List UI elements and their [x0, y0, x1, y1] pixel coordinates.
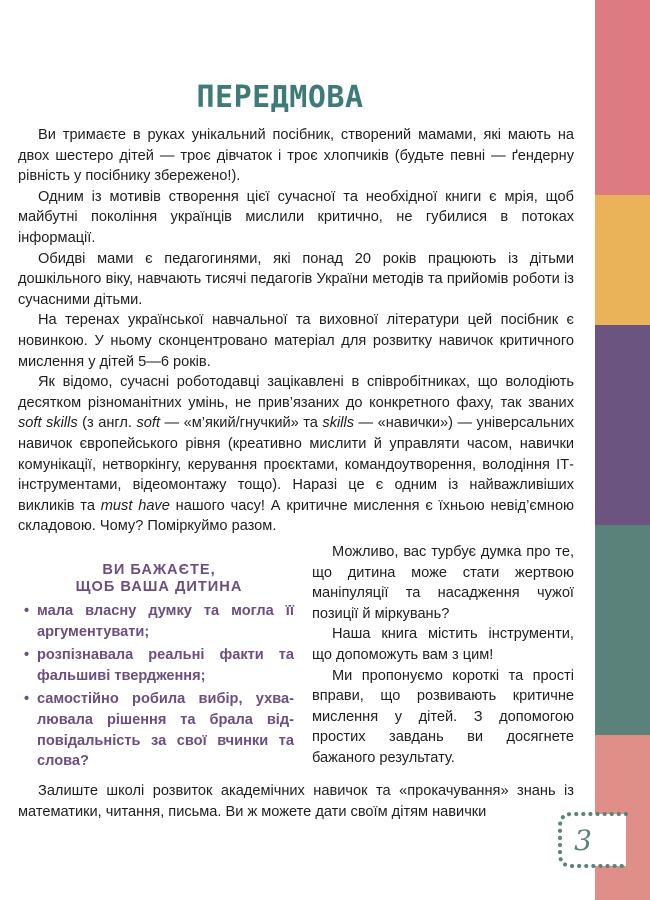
wishes-box [24, 562, 294, 775]
paragraph: Ви тримаєте в руках унікальний посібник, створений мамами, які мають на двох шестеро дітей — троє дівчаток і троє хлопчиків (будьте певні — ґендерну рівність у посібнику збережено!). [18, 127, 574, 185]
box-heading: ВИ БАЖАЄТЕ, ЩОБ ВАША ДИТИНА [75, 562, 243, 595]
paragraph: Наша книга містить інструменти, що допоможуть вам з цим! [312, 626, 574, 663]
color-stripe-bar [595, 0, 650, 900]
stripe-yellow [595, 195, 650, 325]
stripe-pink [595, 0, 650, 195]
right-column-text [312, 542, 574, 769]
stripe-purple [595, 325, 650, 525]
bullet-icon: • [24, 647, 30, 664]
term-must-have: must have [100, 497, 170, 514]
bullet-icon: • [24, 691, 30, 708]
list-item: • самостійно робила вибір, ухвалювала рішення та брала відповідальність за свої вчинки та слова? [24, 691, 294, 770]
paragraph: Обидві мами є педагогинями, які понад 20 років працюють із дітьми дошкільного віку, навчають тисячі педагогів України методів та прийомів роботи із сучасними дітьми. [18, 250, 574, 308]
list-item: • розпізнавала реальні факти та фальшиві твердження; [24, 647, 294, 684]
wishes-list [24, 601, 294, 772]
intro-text [18, 125, 574, 537]
paragraph: Можливо, вас турбує думка про те, що дитина може стати жертвою маніпуляції та насадження чужої позиції й міркувань? [312, 544, 574, 622]
page-number: 3 [574, 824, 592, 857]
stripe-teal [595, 525, 650, 735]
paragraph-soft-skills: Як відомо, сучасні роботодавці зацікавлені в співробітниках, що володіють десятком різноманітних умінь, не прив’язаних до конкретного фаху, так званих soft skills (з англ. soft — «м’який/гнучкий» та skills — «навички») — універсальних навичок європейського рівня (креативно мислити й управляти часом, навички комунікації, нетворкінгу, керування проєктами, командоутворення, володіння ІТ-інструментами, відеомонтажу тощо). Наразі це є одним із найважливіших викликів та must have нашого часу! А критичне мислення є їхньою невід’ємною складовою. Чому? Поміркуймо разом. [18, 374, 575, 535]
paragraph: На теренах української навчальної та виховної літератури цей посібник є новинкою. У ньому сконцентровано матеріал для розвитку навичок критичного мислення у дітей 5—6 років. [18, 312, 574, 370]
closing-text [18, 781, 574, 822]
term-skills: skills [322, 415, 355, 432]
term-soft: soft [136, 415, 161, 432]
paragraph: Ми пропонуємо короткі та прості вправи, що розвивають критичне мислення у дітей. З допомогою простих завдань ви досягнете бажаного результату. [312, 667, 574, 766]
page-title: ПЕРЕДМОВА [196, 80, 364, 115]
paragraph: Залиште школі розвиток академічних навичок та «прокачування» знань із математики, читання, письма. Ви ж можете дати своїм дітям навички [18, 783, 574, 820]
paragraph: Одним із мотивів створення цієї сучасної та необхідної книги є мрія, щоб майбутні покоління українців мислили критично, не губилися в потоках інформації. [18, 188, 574, 246]
term-soft-skills: soft skills [18, 415, 78, 432]
bullet-icon: • [24, 603, 30, 619]
list-item: • мала власну думку та могла її аргументувати; [24, 603, 294, 640]
